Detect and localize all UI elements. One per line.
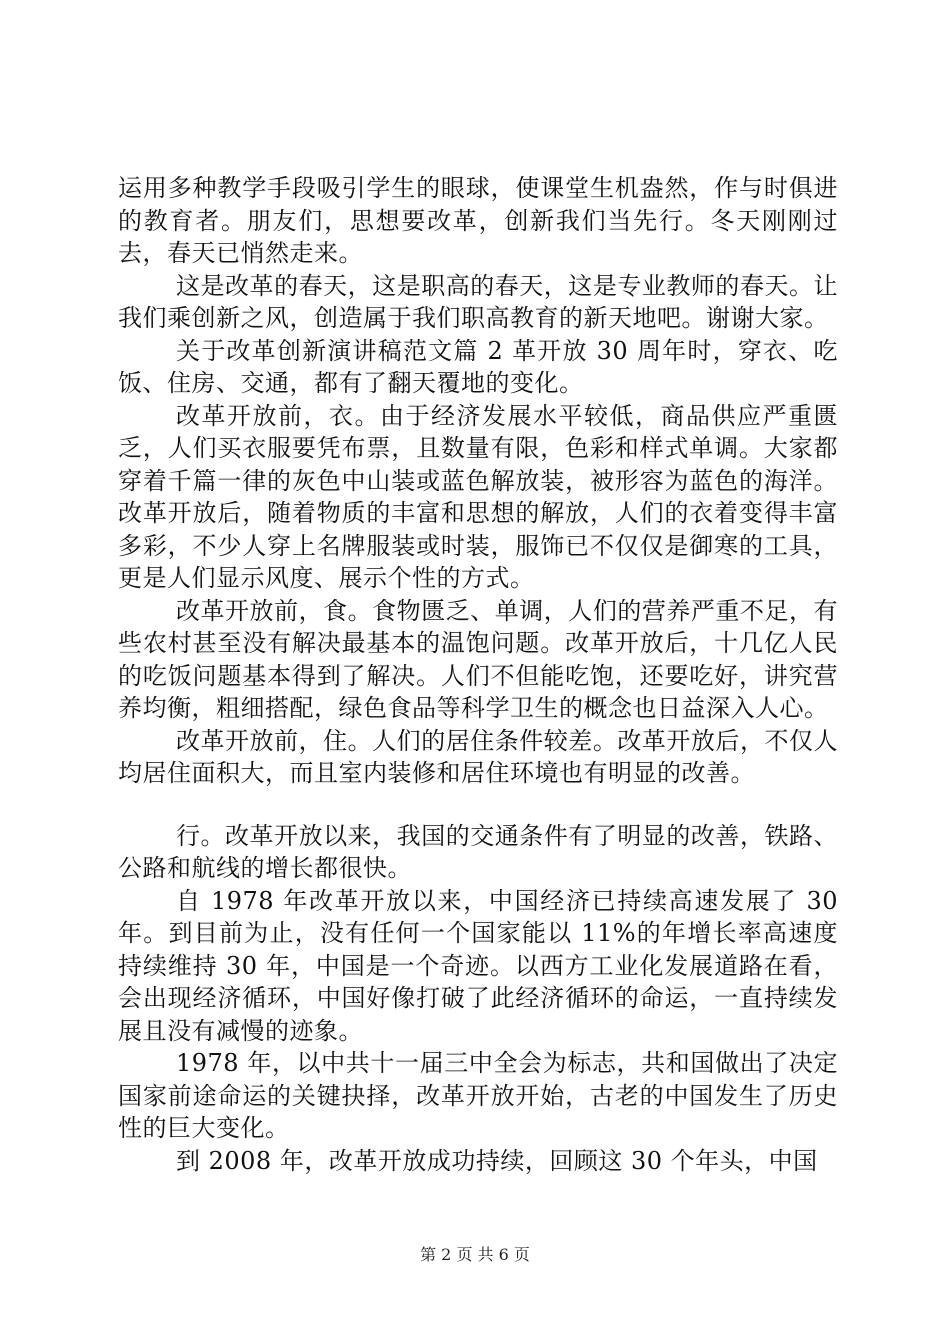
paragraph-gap — [118, 790, 838, 820]
paragraph-transport: 行。改革开放以来，我国的交通条件有了明显的改善，铁路、公路和航线的增长都很快。 — [118, 821, 838, 882]
paragraph-continuation: 运用多种教学手段吸引学生的眼球，使课堂生机盎然，作与时俱进的教育者。朋友们，思想要改革，创新我们当先行。冬天刚刚过去，春天已悄然走来。 — [118, 174, 838, 267]
document-body — [118, 172, 838, 1177]
paragraph-clothing: 改革开放前，衣。由于经济发展水平较低，商品供应严重匮乏，人们买衣服要凭布票，且数量有限，色彩和样式单调。大家都穿着千篇一律的灰色中山装或蓝色解放装，被形容为蓝色的海洋。改革开放后，随着物质的丰富和思想的解放，人们的衣着变得丰富多彩，不少人穿上名牌服装或时装，服饰已不仅仅是御寒的工具，更是人们显示风度、展示个性的方式。 — [118, 401, 838, 592]
paragraph-2008: 到 2008 年，改革开放成功持续，回顾这 30 个年头，中国 — [176, 1146, 818, 1175]
paragraph-1978: 1978 年，以中共十一届三中全会为标志，共和国做出了决定国家前途命运的关键抉择，改革开放开始，古老的中国发生了历史性的巨大变化。 — [118, 1049, 838, 1142]
paragraph-food: 改革开放前，食。食物匮乏、单调，人们的营养严重不足，有些农村甚至没有解决最基本的温饱问题。改革开放后，十几亿人民的吃饭问题基本得到了解决。人们不但能吃饱，还要吃好，讲究营养均衡，粗细搭配，绿色食品等科学卫生的概念也日益深入人心。 — [118, 596, 838, 722]
paragraph-economy: 自 1978 年改革开放以来，中国经济已持续高速发展了 30 年。到目前为止，没有任何一个国家能以 11%的年增长率高速度持续维持 30 年，中国是一个奇迹。以西方工业化发展道路在看，会出现经济循环，中国好像打破了此经济循环的命运，一直持续发展且没有减慢的迹象。 — [118, 886, 838, 1045]
paragraph-speech-title: 关于改革创新演讲稿范文篇 2 革开放 30 周年时，穿衣、吃饭、住房、交通，都有了翻天覆地的变化。 — [118, 336, 838, 397]
paragraph-spring: 这是改革的春天，这是职高的春天，这是专业教师的春天。让我们乘创新之风，创造属于我们职高教育的新天地吧。谢谢大家。 — [118, 271, 838, 332]
paragraph-housing: 改革开放前，住。人们的居住条件较差。改革开放后，不仅人均居住面积大，而且室内装修和居住环境也有明显的改善。 — [118, 726, 838, 787]
page-number-footer: 第 2 页 共 6 页 — [420, 1245, 530, 1264]
